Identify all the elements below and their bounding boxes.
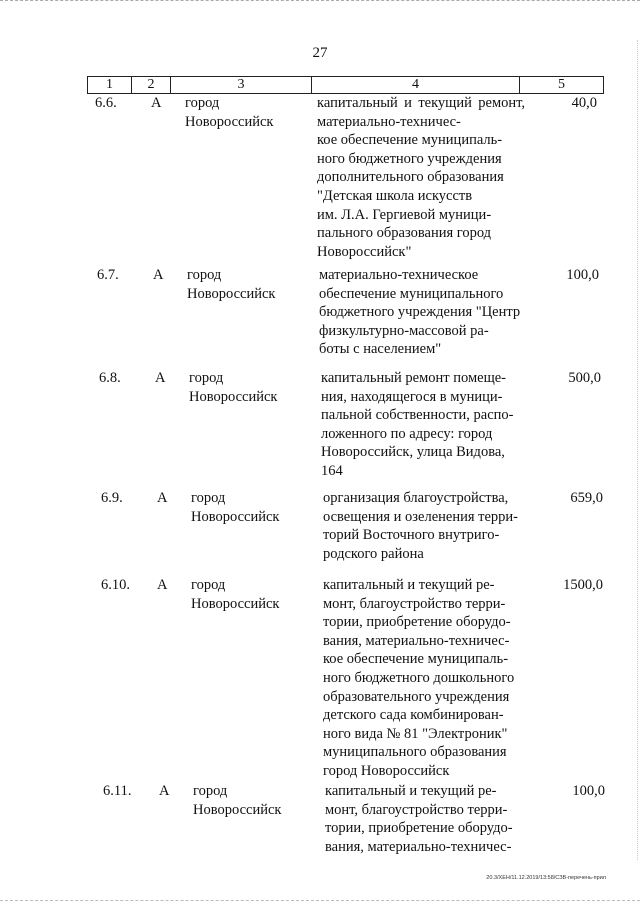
row-amount: 1500,0 bbox=[563, 577, 603, 593]
row-category: А bbox=[151, 95, 162, 111]
row-description: капитальный и текущий ре- монт, благоустройство терри- тории, приобретение оборудо- вания, материально-техничес- bbox=[325, 783, 513, 855]
column-header-2: 2 bbox=[132, 77, 171, 94]
row-description: материально-техническое обеспечение муниципального бюджетного учреждения "Центр физкультурно-массовой ра- боты с населением" bbox=[319, 267, 521, 358]
row-description: капитальный и текущий ре- монт, благоустройство терри- тории, приобретение оборудо- вания, материально-техничес- кое обеспечение муниципаль- ного бюджетного дошкольного образовательного учреждения детского сада комбинирован- ного вида № 81 "Электроник" муниципального образования город Новороссийск bbox=[323, 577, 515, 779]
row-number: 6.6. bbox=[95, 95, 117, 111]
page-number: 27 bbox=[312, 45, 328, 61]
row-category: А bbox=[159, 783, 170, 799]
scan-edge-right bbox=[636, 40, 638, 860]
document-footer-code: 20.3/XEH/11.12.2019/13:58/СЗВ-перечень-прил bbox=[486, 875, 606, 881]
row-description: капитальный и текущий ремонт, материально-техничес- кое обеспечение муниципаль- ного бюджетного учреждения дополнительного образования "Детская школа искусств им. Л.А. Гергиевой муници- пального образования город Новороссийск" bbox=[317, 95, 525, 260]
row-amount: 500,0 bbox=[568, 370, 601, 386]
row-amount: 100,0 bbox=[566, 267, 599, 283]
row-number: 6.9. bbox=[101, 490, 123, 506]
row-place: город Новороссийск bbox=[185, 95, 274, 130]
row-number: 6.8. bbox=[99, 370, 121, 386]
row-place: город Новороссийск bbox=[191, 577, 280, 612]
row-place: город Новороссийск bbox=[193, 783, 282, 818]
column-header-5: 5 bbox=[520, 77, 604, 94]
row-place: город Новороссийск bbox=[189, 370, 278, 405]
row-amount: 659,0 bbox=[570, 490, 603, 506]
row-number: 6.10. bbox=[101, 577, 130, 593]
column-header-table bbox=[87, 76, 604, 94]
column-header-4: 4 bbox=[312, 77, 520, 94]
row-category: А bbox=[157, 490, 168, 506]
row-description: капитальный ремонт помеще- ния, находящегося в муници- пальной собственности, распо- ложенного по адресу: город Новороссийск, улица Видова, 164 bbox=[321, 370, 514, 479]
row-category: А bbox=[153, 267, 164, 283]
column-header-3: 3 bbox=[171, 77, 312, 94]
row-number: 6.11. bbox=[103, 783, 132, 799]
row-category: А bbox=[155, 370, 166, 386]
row-amount: 100,0 bbox=[572, 783, 605, 799]
column-header-1: 1 bbox=[88, 77, 132, 94]
column-header-row bbox=[88, 77, 604, 94]
row-place: город Новороссийск bbox=[187, 267, 276, 302]
row-category: А bbox=[157, 577, 168, 593]
row-amount: 40,0 bbox=[571, 95, 597, 111]
scan-edge-top bbox=[0, 0, 640, 5]
row-description: организация благоустройства, освещения и озеленения терри- торий Восточного внутриго- родского района bbox=[323, 490, 518, 562]
row-place: город Новороссийск bbox=[191, 490, 280, 525]
row-number: 6.7. bbox=[97, 267, 119, 283]
scan-edge-bottom bbox=[0, 900, 640, 902]
